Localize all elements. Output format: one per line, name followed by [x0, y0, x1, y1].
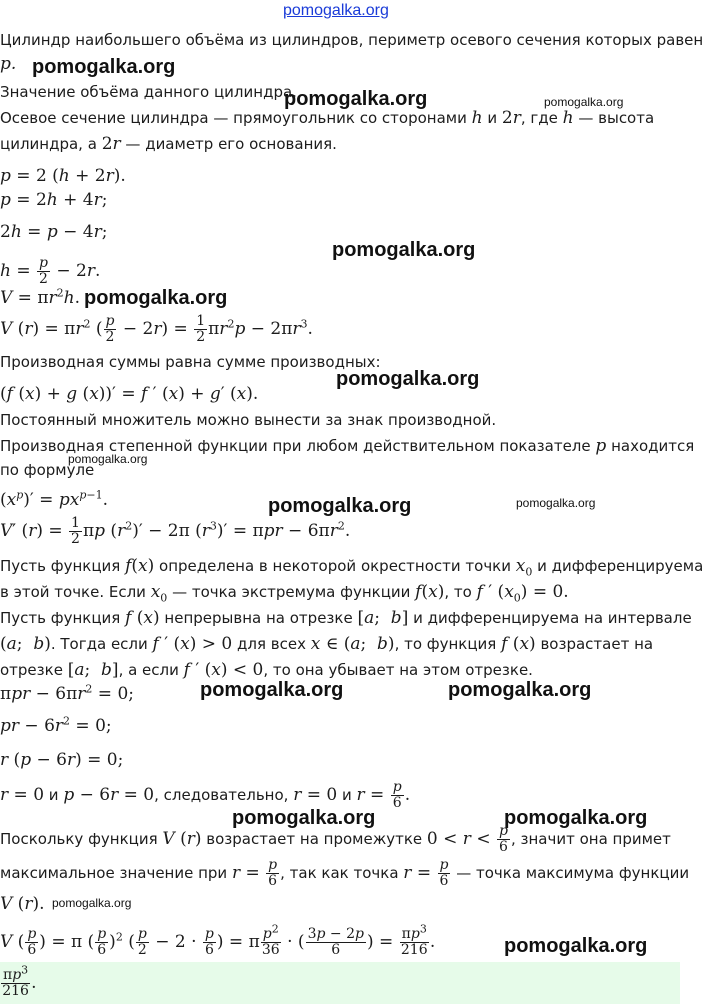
- watermark: pomogalka.org: [516, 496, 596, 510]
- formula: V′ (r) = $\frac{1}{2}$ πp $(r^2)' - 2\pi$ $(r^3)' = \pi pr - 6\pi r^2$.: [0, 515, 351, 547]
- formula: V $(r) = \pi r^2$ ( $\frac{p}{2}$ − 2r) = $\frac{1}{2}$ $\pi r^2p - 2\pi r^3$.: [0, 313, 313, 345]
- formula: pr − $6r^2 = 0$;: [0, 714, 112, 736]
- watermark: pomogalka.org: [504, 807, 648, 829]
- problem-question: Значение объёма данного цилиндра.: [0, 83, 297, 101]
- formula: h = $\frac{p}{2}$ − 2r.: [0, 255, 101, 287]
- watermark: pomogalka.org: [448, 679, 592, 701]
- theorem-text: (a; b). Тогда если f ′ (x) > 0 для всех x ∈ (a; b), то функция f (x) возрастает на: [0, 634, 654, 654]
- theorem-text: Пусть функция f (x) непрерывна на отрезке [a; b] и дифференцируема на интервале: [0, 608, 692, 628]
- answer-formula: $\frac{\pi p^3}{216}$ .: [2, 963, 37, 999]
- theorem-text: Пусть функция f(x) определена в некоторой окрестности точки $x_0$ и дифференцируема: [0, 556, 703, 579]
- formula: p.: [0, 54, 17, 74]
- watermark: pomogalka.org: [232, 807, 376, 829]
- watermark: pomogalka.org: [336, 368, 480, 390]
- watermark: pomogalka.org: [544, 95, 624, 109]
- watermark: pomogalka.org: [52, 896, 132, 910]
- watermark: pomogalka.org: [68, 452, 148, 466]
- watermark: pomogalka.org: [332, 239, 476, 261]
- solution-text: Осевое сечение цилиндра — прямоугольник со сторонами h и 2r, где h — высота: [0, 108, 655, 128]
- formula: $\pi pr - 6\pi r^2 = 0$;: [0, 682, 134, 704]
- watermark-link-top[interactable]: pomogalka.org: [283, 2, 389, 19]
- solution-text: Поскольку функция V (r) возрастает на промежутке 0 < r < $\frac{p}{6}$ , значит она примет: [0, 823, 671, 855]
- problem-statement: Цилиндр наибольшего объёма из цилиндров, периметр осевого сечения которых равен: [0, 31, 703, 49]
- solution-text: по формуле: [0, 461, 95, 479]
- solution-text: Производная суммы равна сумме производных:: [0, 353, 381, 371]
- formula: p = 2 (h + 2r).: [0, 166, 126, 186]
- watermark: pomogalka.org: [200, 679, 344, 701]
- formula: r = 0 и p − 6r = 0, следовательно, r = 0 и r = $\frac{p}{6}$ .: [0, 779, 411, 811]
- watermark: pomogalka.org: [284, 88, 428, 110]
- theorem-text: отрезке [a; b], а если f ′ (x) < 0, то она убывает на этом отрезке.: [0, 660, 533, 680]
- formula: V (r).: [0, 894, 45, 914]
- solution-text: Постоянный множитель можно вынести за знак производной.: [0, 411, 497, 429]
- solution-text: максимальное значение при r = $\frac{p}{6}$ , так как точка r = $\frac{p}{6}$ — точка максимума функции: [0, 857, 690, 889]
- formula: p = 2h + 4r;: [0, 190, 108, 210]
- solution-text: цилиндра, а 2r — диаметр его основания.: [0, 134, 337, 154]
- answer-box: [0, 962, 680, 1004]
- formula: r (p − 6r) = 0;: [0, 750, 124, 770]
- formula: $V = \pi r^2h$.: [0, 286, 81, 308]
- watermark: pomogalka.org: [268, 495, 412, 517]
- watermark: pomogalka.org: [32, 56, 176, 78]
- formula: $(x^p)' = px^{p-1}$.: [0, 488, 108, 510]
- solution-text: Производная степенной функции при любом действительном показателе p находится: [0, 436, 695, 456]
- formula: V ( $\frac{p}{6}$ ) = π ( $\frac{p}{6}$ )$^2$ ( $\frac{p}{2}$ − 2 · $\frac{p}{6}$ ) = π $\frac{p^2}{36}$ · ( $\frac{3p - 2p}{6}$ ) = $\frac{\pi p^3}{216}$ .: [0, 922, 436, 958]
- watermark: pomogalka.org: [84, 287, 228, 309]
- formula: (f (x) + g (x))′ = f ′ (x) + g′ (x).: [0, 384, 259, 404]
- watermark: pomogalka.org: [504, 935, 648, 957]
- theorem-text: в этой точке. Если $x_0$ — точка экстремума функции f(x), то f ′ $(x_0) = 0$.: [0, 582, 569, 605]
- formula: 2h = p − 4r;: [0, 222, 108, 242]
